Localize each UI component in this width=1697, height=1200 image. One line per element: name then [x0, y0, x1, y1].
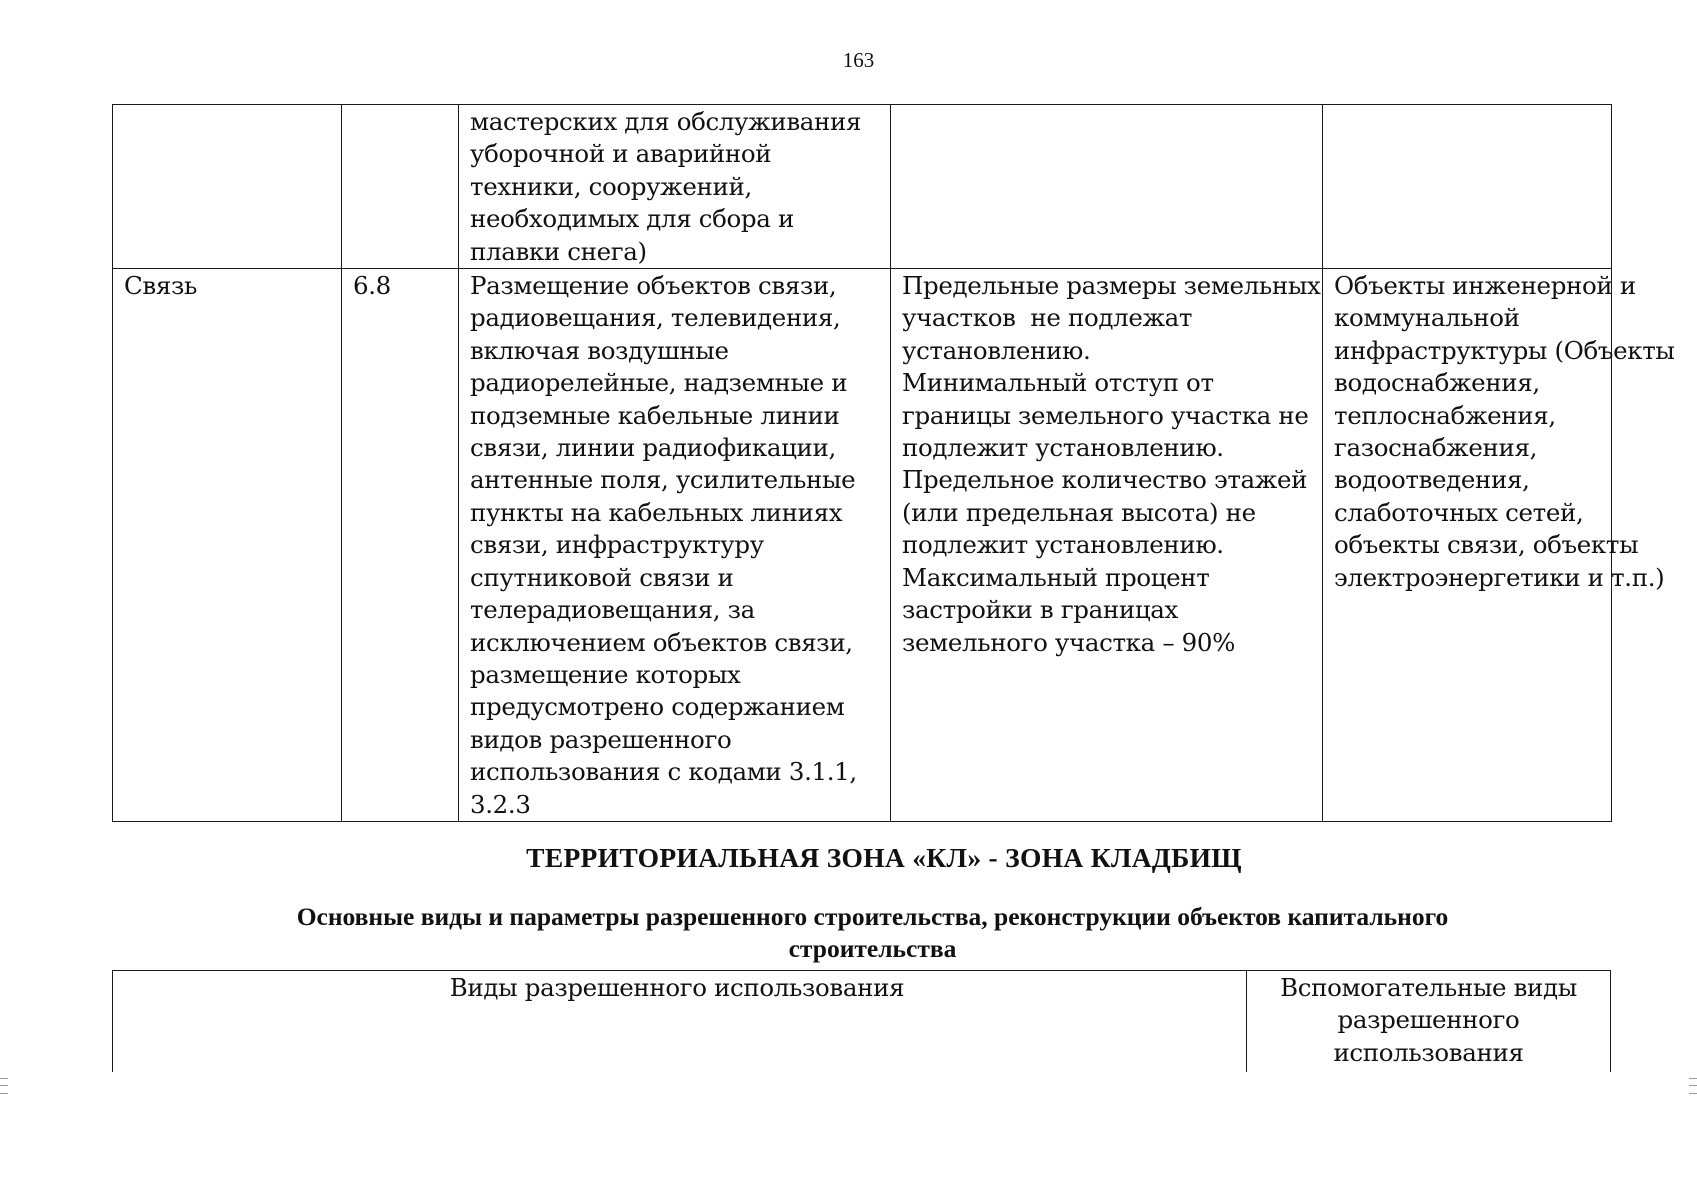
section-subheading: [180, 901, 1565, 965]
text-line: исключением объектов связи,: [470, 627, 853, 657]
use-description-cell: [459, 105, 891, 269]
text-line: радиорелейные, надземные и: [470, 368, 848, 398]
zone-uses-table: [112, 970, 1611, 1072]
parameters-cell: [891, 105, 1323, 269]
text-line: связи, инфраструктуру: [470, 530, 764, 560]
text-line: необходимых для сбора и: [470, 204, 794, 234]
text-line: подземные кабельные линии: [470, 400, 840, 430]
text-line: размещение которых: [470, 659, 741, 689]
text-line: плавки снега): [470, 236, 647, 266]
use-description-cell: [459, 269, 891, 822]
subheading-line: строительства: [788, 934, 957, 963]
text-line: водоотведения,: [1334, 465, 1530, 495]
text-line: Максимальный процент: [902, 562, 1210, 592]
text-line: застройки в границах: [902, 595, 1178, 625]
text-line: видов разрешенного: [470, 724, 732, 754]
text-line: включая воздушные: [470, 335, 729, 365]
parameters-cell: [891, 269, 1323, 822]
page-number: 163: [842, 48, 875, 72]
text-line: Предельные размеры земельных: [902, 271, 1321, 301]
text-line: пункты на кабельных линиях: [470, 497, 843, 527]
text-line: объекты связи, объекты: [1334, 530, 1639, 560]
text-line: земельного участка – 90%: [902, 627, 1236, 657]
text-line: подлежит установлению.: [902, 530, 1224, 560]
text-line: Минимальный отступ от: [902, 368, 1214, 398]
text-line: водоснабжения,: [1334, 368, 1540, 398]
text-line: инфраструктуры (Объекты: [1334, 335, 1675, 365]
zone-heading: ТЕРРИТОРИАЛЬНАЯ ЗОНА «КЛ» - ЗОНА КЛАДБИЩ: [526, 842, 1242, 873]
text-line: радиовещания, телевидения,: [470, 303, 841, 333]
text-line: разрешенного: [1337, 1005, 1520, 1035]
use-name-cell: Связь: [113, 269, 342, 822]
text-line: уборочной и аварийной: [470, 139, 772, 169]
text-line: спутниковой связи и: [470, 562, 734, 592]
table-row: [113, 269, 1612, 822]
text-line: Размещение объектов связи,: [470, 271, 837, 301]
text-line: использования с кодами 3.1.1,: [470, 757, 857, 787]
text-line: подлежит установлению.: [902, 433, 1224, 463]
text-line: электроэнергетики и т.п.): [1334, 562, 1665, 592]
header-main-uses: Виды разрешенного использования: [113, 971, 1247, 1073]
text-line: техники, сооружений,: [470, 171, 752, 201]
text-line: газоснабжения,: [1334, 433, 1538, 463]
table-row: [113, 105, 1612, 269]
text-line: мастерских для обслуживания: [470, 107, 862, 136]
margin-mark: [1689, 1078, 1697, 1094]
auxiliary-uses-cell: [1323, 269, 1675, 822]
land-use-table: [112, 104, 1675, 822]
use-code-cell: [342, 105, 459, 269]
auxiliary-uses-cell: [1323, 105, 1612, 269]
use-name-cell: [113, 105, 342, 269]
text-line: участков не подлежат: [902, 303, 1193, 333]
text-line: антенные поля, усилительные: [470, 465, 856, 495]
subheading-line: Основные виды и параметры разрешенного строительства, реконструкции объектов капитального: [296, 902, 1449, 931]
text-line: (или предельная высота) не: [902, 497, 1256, 527]
text-line: телерадиовещания, за: [470, 595, 755, 625]
use-code-cell: 6.8: [342, 269, 459, 822]
text-line: коммунальной: [1334, 303, 1520, 333]
margin-mark: [0, 1078, 8, 1094]
text-line: слаботочных сетей,: [1334, 497, 1584, 527]
text-line: связи, линии радиофикации,: [470, 433, 836, 463]
text-line: теплоснабжения,: [1334, 400, 1556, 430]
text-line: предусмотрено содержанием: [470, 692, 845, 722]
header-auxiliary-uses: [1247, 971, 1611, 1073]
text-line: Вспомогательные виды: [1280, 973, 1577, 1002]
text-line: Предельное количество этажей: [902, 465, 1308, 495]
table-header-row: [113, 971, 1611, 1073]
text-line: границы земельного участка не: [902, 400, 1309, 430]
text-line: использования: [1333, 1037, 1524, 1067]
text-line: установлению.: [902, 335, 1091, 365]
text-line: 3.2.3: [470, 789, 531, 819]
text-line: Объекты инженерной и: [1334, 271, 1636, 301]
